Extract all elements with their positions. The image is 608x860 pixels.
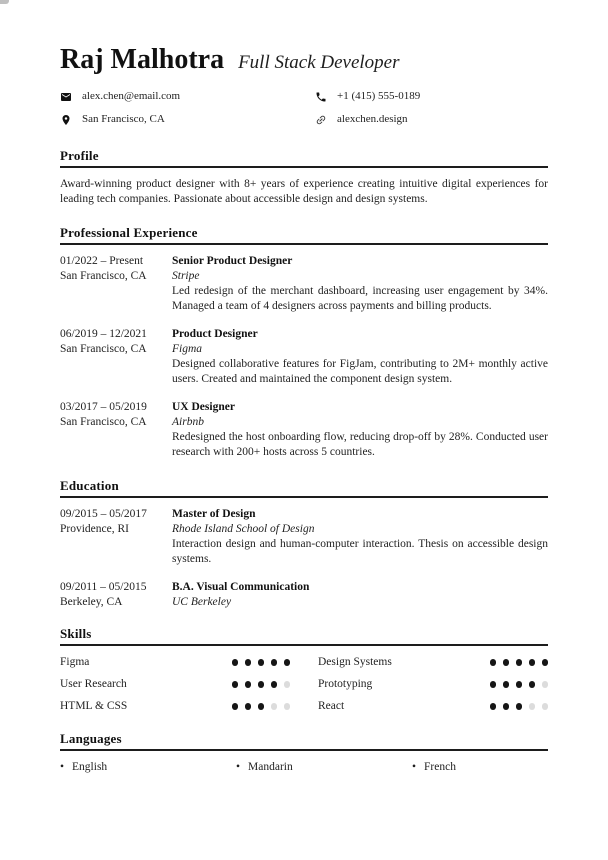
- skill-rating: [225, 703, 290, 710]
- rating-dot-filled-icon: [542, 659, 549, 666]
- entry-title: Product Designer: [172, 328, 258, 340]
- skill-label: Design Systems: [318, 656, 392, 668]
- entry-details: [172, 254, 548, 314]
- rating-dot-filled-icon: [490, 681, 497, 688]
- entry-description: Designed collaborative features for FigJam, contributing to 2M+ monthly active users. Created and maintained the component design system.: [172, 358, 548, 385]
- skill-row: [60, 678, 290, 691]
- entry-details: [172, 327, 548, 387]
- education-entry: [60, 580, 548, 610]
- rating-dot-empty-icon: [542, 703, 549, 710]
- section-experience: [60, 227, 548, 460]
- entry-title: Senior Product Designer: [172, 255, 293, 267]
- contact-email-text: alex.chen@email.com: [82, 90, 181, 102]
- rating-dot-filled-icon: [516, 703, 523, 710]
- rating-dot-filled-icon: [503, 703, 510, 710]
- phone-icon: [315, 91, 327, 103]
- section-profile: [60, 150, 548, 207]
- education-entries: [60, 507, 548, 610]
- section-heading-profile: Profile: [60, 150, 548, 168]
- entry-details: [172, 507, 548, 567]
- entry-meta: [60, 254, 172, 314]
- name-line: [60, 46, 548, 77]
- candidate-name: Raj Malhotra: [60, 44, 225, 75]
- skill-row: [60, 656, 290, 669]
- section-heading-skills: Skills: [60, 628, 548, 646]
- contact-phone-text: +1 (415) 555-0189: [337, 90, 421, 102]
- rating-dot-empty-icon: [284, 681, 291, 688]
- contact-info: [60, 90, 548, 126]
- entry-location: San Francisco, CA: [60, 270, 147, 282]
- education-entry: [60, 507, 548, 567]
- skill-rating: [483, 681, 548, 688]
- map-pin-icon: [60, 114, 72, 126]
- rating-dot-empty-icon: [284, 703, 291, 710]
- contact-website: [315, 113, 548, 126]
- rating-dot-filled-icon: [245, 659, 252, 666]
- section-education: [60, 480, 548, 610]
- entry-location: San Francisco, CA: [60, 416, 147, 428]
- entry-details: [172, 580, 548, 610]
- rating-dot-filled-icon: [232, 659, 239, 666]
- rating-dot-filled-icon: [503, 681, 510, 688]
- entry-meta: [60, 580, 172, 610]
- rating-dot-filled-icon: [245, 681, 252, 688]
- section-skills: [60, 628, 548, 713]
- entry-organization: UC Berkeley: [172, 596, 232, 608]
- skill-label: Figma: [60, 656, 90, 668]
- contact-email: [60, 90, 315, 103]
- rating-dot-filled-icon: [503, 659, 510, 666]
- rating-dot-filled-icon: [232, 703, 239, 710]
- link-icon: [315, 114, 327, 126]
- language-label: French: [424, 761, 456, 773]
- skill-rating: [483, 659, 548, 666]
- contact-location-text: San Francisco, CA: [82, 113, 165, 125]
- entry-description: Led redesign of the merchant dashboard, increasing user engagement by 34%. Managed a team of 4 designers across payments and billing products.: [172, 285, 548, 312]
- bullet-icon: •: [60, 761, 65, 773]
- entry-description: Interaction design and human-computer interaction. Thesis on accessible design systems.: [172, 538, 548, 565]
- skill-row: [60, 700, 290, 713]
- languages-list: [60, 761, 548, 774]
- entry-title: UX Designer: [172, 401, 235, 413]
- rating-dot-filled-icon: [258, 659, 265, 666]
- section-heading-languages: Languages: [60, 733, 548, 751]
- rating-dot-filled-icon: [490, 659, 497, 666]
- skill-label: Prototyping: [318, 678, 373, 690]
- language-item: [236, 761, 412, 774]
- profile-text: Award-winning product designer with 8+ years of experience creating intuitive digital experiences for leading tech companies. Passionate about accessible design and design systems.: [60, 178, 548, 205]
- skill-row: [318, 700, 548, 713]
- skill-rating: [225, 659, 290, 666]
- rating-dot-filled-icon: [271, 681, 278, 688]
- entry-meta: [60, 400, 172, 460]
- section-languages: [60, 733, 548, 774]
- skill-row: [318, 678, 548, 691]
- rating-dot-filled-icon: [529, 681, 536, 688]
- experience-entries: [60, 254, 548, 460]
- envelope-icon: [60, 91, 72, 103]
- entry-organization: Stripe: [172, 270, 200, 282]
- experience-entry: [60, 327, 548, 387]
- entry-location: San Francisco, CA: [60, 343, 147, 355]
- skill-rating: [483, 703, 548, 710]
- language-label: Mandarin: [248, 761, 293, 773]
- entry-organization: Airbnb: [172, 416, 204, 428]
- entry-dates: 01/2022 – Present: [60, 255, 144, 267]
- corner-artifact: [0, 0, 9, 4]
- rating-dot-filled-icon: [245, 703, 252, 710]
- section-heading-education: Education: [60, 480, 548, 498]
- rating-dot-filled-icon: [271, 659, 278, 666]
- bullet-icon: •: [412, 761, 417, 773]
- experience-entry: [60, 400, 548, 460]
- rating-dot-filled-icon: [232, 681, 239, 688]
- experience-entry: [60, 254, 548, 314]
- rating-dot-empty-icon: [271, 703, 278, 710]
- entry-meta: [60, 327, 172, 387]
- entry-dates: 06/2019 – 12/2021: [60, 328, 147, 340]
- contact-website-text: alexchen.design: [337, 113, 408, 125]
- resume-header: [60, 46, 548, 126]
- rating-dot-filled-icon: [490, 703, 497, 710]
- rating-dot-empty-icon: [542, 681, 549, 688]
- rating-dot-filled-icon: [516, 659, 523, 666]
- entry-dates: 09/2011 – 05/2015: [60, 581, 147, 593]
- contact-phone: [315, 90, 548, 103]
- entry-dates: 09/2015 – 05/2017: [60, 508, 147, 520]
- skill-rating: [225, 681, 290, 688]
- language-item: [412, 761, 548, 774]
- skills-grid: [60, 656, 548, 713]
- skill-row: [318, 656, 548, 669]
- entry-location: Providence, RI: [60, 523, 129, 535]
- rating-dot-filled-icon: [284, 659, 291, 666]
- entry-dates: 03/2017 – 05/2019: [60, 401, 147, 413]
- language-label: English: [72, 761, 108, 773]
- entry-location: Berkeley, CA: [60, 596, 123, 608]
- section-heading-experience: Professional Experience: [60, 227, 548, 245]
- candidate-job-title: Full Stack Developer: [238, 52, 400, 73]
- skill-label: React: [318, 700, 345, 712]
- entry-details: [172, 400, 548, 460]
- bullet-icon: •: [236, 761, 241, 773]
- language-item: [60, 761, 236, 774]
- entry-title: B.A. Visual Communication: [172, 581, 310, 593]
- entry-meta: [60, 507, 172, 567]
- rating-dot-filled-icon: [529, 659, 536, 666]
- entry-organization: Figma: [172, 343, 203, 355]
- rating-dot-filled-icon: [258, 703, 265, 710]
- entry-organization: Rhode Island School of Design: [172, 523, 315, 535]
- entry-title: Master of Design: [172, 508, 256, 520]
- skill-label: HTML & CSS: [60, 700, 128, 712]
- entry-description: Redesigned the host onboarding flow, reducing drop-off by 28%. Conducted user research with 200+ hosts across 5 countries.: [172, 431, 548, 458]
- skill-label: User Research: [60, 678, 127, 690]
- rating-dot-filled-icon: [516, 681, 523, 688]
- rating-dot-empty-icon: [529, 703, 536, 710]
- contact-location: [60, 113, 315, 126]
- rating-dot-filled-icon: [258, 681, 265, 688]
